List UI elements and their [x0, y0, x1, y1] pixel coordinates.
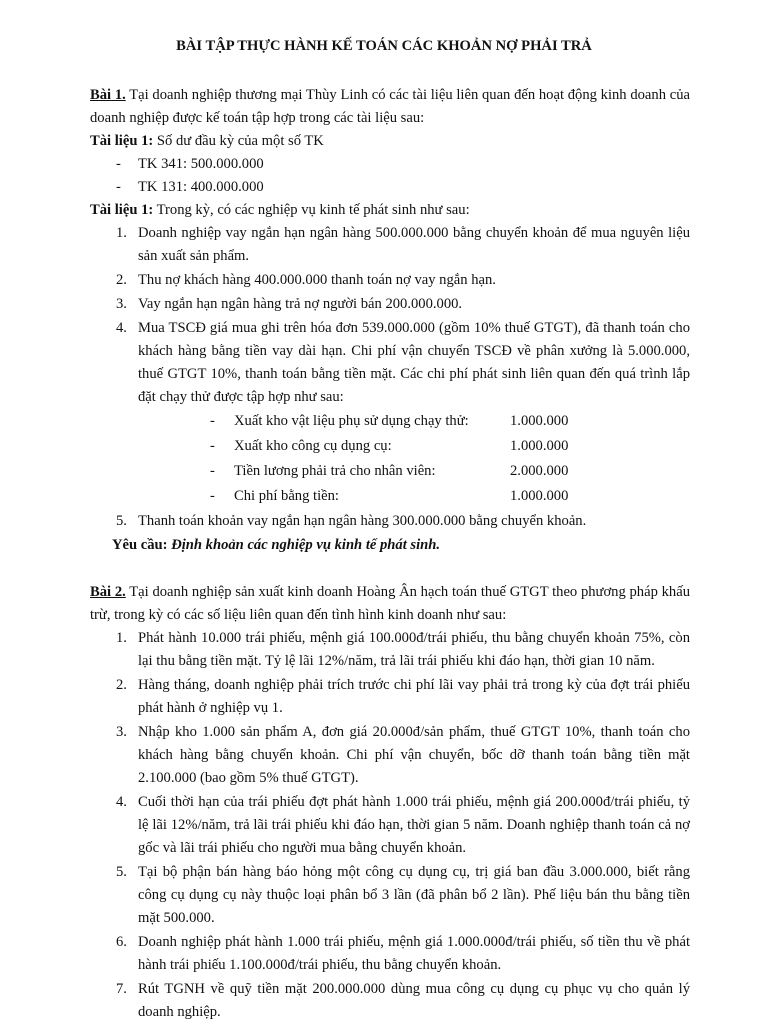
item-text: Rút TGNH về quỹ tiền mặt 200.000.000 dùng mua công cụ dụng cụ phục vụ cho quản lý doanh nghiệp.	[138, 981, 690, 1020]
bai1-items	[90, 222, 690, 533]
bai1-tl2-text: Trong kỳ, có các nghiệp vụ kinh tế phát sinh như sau:	[153, 202, 470, 218]
item-number: 6.	[116, 934, 127, 950]
cost-amount: 2.000.000	[510, 463, 569, 479]
item-number: 2.	[116, 272, 127, 288]
item-text: Cuối thời hạn của trái phiếu đợt phát hành 1.000 trái phiếu, mệnh giá 200.000đ/trái phiếu, tỷ lệ lãi 12%/năm, trả lãi trái phiếu khi đáo hạn, thời gian 5 năm. Doanh nghiệp thanh toán cả nợ gốc và lãi trái phiếu cho người mua bằng chuyển khoản.	[138, 794, 690, 856]
bai1-intro-text: Tại doanh nghiệp thương mại Thùy Linh có các tài liệu liên quan đến hoạt động kinh doanh của doanh nghiệp được kế toán tập hợp trong các tài liệu sau:	[90, 87, 690, 126]
item-text: Doanh nghiệp phát hành 1.000 trái phiếu, mệnh giá 1.000.000đ/trái phiếu, số tiền thu về phát hành trái phiếu 1.100.000đ/trái phiếu, thu bằng chuyển khoản.	[138, 934, 690, 973]
bai1-tl1	[90, 130, 690, 153]
item-text: Phát hành 10.000 trái phiếu, mệnh giá 100.000đ/trái phiếu, thu bằng chuyển khoản 75%, còn lại thu bằng tiền mặt. Tỷ lệ lãi 12%/năm, trả lãi trái phiếu khi đáo hạn, thời gian 10 năm.	[138, 630, 690, 669]
cost-label: Xuất kho vật liệu phụ sử dụng chạy thử:	[234, 413, 469, 429]
bai1-requirement	[90, 534, 690, 557]
list-item	[90, 627, 690, 673]
item-number: 1.	[116, 225, 127, 241]
bai1-tl2	[90, 199, 690, 222]
bai2-intro	[90, 581, 690, 627]
bai2-intro-text: Tại doanh nghiệp sản xuất kinh doanh Hoàng Ân hạch toán thuế GTGT theo phương pháp khấu trừ, trong kỳ có các số liệu liên quan đến tình hình kinh doanh như sau:	[90, 584, 690, 623]
item-text: Tại bộ phận bán hàng báo hỏng một công cụ dụng cụ, trị giá ban đầu 3.000.000, biết rằng công cụ dụng cụ này thuộc loại phân bổ 3 lần (đã phân bổ 2 lần). Phế liệu bán thu bằng tiền mặt 500.000.	[138, 864, 690, 926]
list-item	[90, 293, 690, 316]
item-number: 5.	[116, 864, 127, 880]
list-item	[90, 510, 690, 533]
cost-item	[138, 485, 690, 509]
item-text: Nhập kho 1.000 sản phẩm A, đơn giá 20.000đ/sản phẩm, thuế GTGT 10%, thanh toán cho khách hàng bằng chuyển khoản. Chi phí vận chuyển, bốc dỡ thanh toán bằng tiền mặt 2.100.000 (bao gồm 5% thuế GTGT).	[138, 724, 690, 786]
item-text: Thu nợ khách hàng 400.000.000 thanh toán nợ vay ngắn hạn.	[138, 272, 496, 288]
cost-label: Tiền lương phải trả cho nhân viên:	[234, 463, 436, 479]
item-number: 7.	[116, 981, 127, 997]
list-item	[90, 861, 690, 930]
item-text: Mua TSCĐ giá mua ghi trên hóa đơn 539.000.000 (gồm 10% thuế GTGT), đã thanh toán cho khách hàng bằng tiền vay dài hạn. Chi phí vận chuyển TSCĐ về phân xưởng là 5.000.000, thuế GTGT 10%, thanh toán bằng tiền mặt. Các chi phí phát sinh liên quan đến quá trình lắp đặt chạy thử được tập hợp như sau:	[138, 320, 690, 405]
cost-list	[138, 410, 690, 509]
item-number: 2.	[116, 677, 127, 693]
list-item	[90, 674, 690, 720]
item-number: 5.	[116, 513, 127, 529]
list-item	[90, 978, 690, 1024]
cost-amount: 1.000.000	[510, 413, 569, 429]
cost-amount: 1.000.000	[510, 488, 569, 504]
bai2-items	[90, 627, 690, 1024]
bai1-label: Bài 1.	[90, 87, 126, 103]
item-number: 1.	[116, 630, 127, 646]
bai1-tl1-label: Tài liệu 1:	[90, 133, 154, 149]
list-item	[90, 721, 690, 790]
balance-item: - TK 341: 500.000.000	[90, 153, 690, 176]
item-text: Hàng tháng, doanh nghiệp phải trích trước chi phí lãi vay phải trả trong kỳ của đợt trái phiếu phát hành ở nghiệp vụ 1.	[138, 677, 690, 716]
item-number: 4.	[116, 794, 127, 810]
list-item	[90, 222, 690, 268]
item-number: 4.	[116, 320, 127, 336]
item-number: 3.	[116, 296, 127, 312]
cost-label: Chi phí bằng tiền:	[234, 488, 339, 504]
list-item	[90, 317, 690, 509]
cost-label: Xuất kho công cụ dụng cụ:	[234, 438, 392, 454]
requirement-label: Yêu cầu:	[112, 537, 168, 553]
cost-item	[138, 460, 690, 484]
list-item	[90, 269, 690, 292]
bai1-tl2-label: Tài liệu 1:	[90, 202, 154, 218]
cost-item	[138, 435, 690, 459]
list-item	[90, 931, 690, 977]
bai1-balances	[90, 153, 690, 199]
cost-item	[138, 410, 690, 434]
requirement-text: Định khoản các nghiệp vụ kinh tế phát sinh.	[167, 537, 441, 553]
bai1-intro	[90, 84, 690, 130]
bai1-tl1-text: Số dư đầu kỳ của một số TK	[153, 133, 324, 149]
document-title: BÀI TẬP THỰC HÀNH KẾ TOÁN CÁC KHOẢN NỢ PHẢI TRẢ	[176, 38, 592, 54]
item-text: Doanh nghiệp vay ngắn hạn ngân hàng 500.000.000 bằng chuyển khoản để mua nguyên liệu sản xuất sản phẩm.	[138, 225, 690, 264]
list-item	[90, 791, 690, 860]
item-text: Vay ngắn hạn ngân hàng trả nợ người bán 200.000.000.	[138, 296, 463, 312]
cost-amount: 1.000.000	[510, 438, 569, 454]
item-text: Thanh toán khoản vay ngắn hạn ngân hàng 300.000.000 bằng chuyển khoản.	[138, 513, 587, 529]
balance-item: - TK 131: 400.000.000	[90, 176, 690, 199]
bai2-label: Bài 2.	[90, 584, 126, 600]
document-body	[90, 84, 690, 1025]
item-number: 3.	[116, 724, 127, 740]
